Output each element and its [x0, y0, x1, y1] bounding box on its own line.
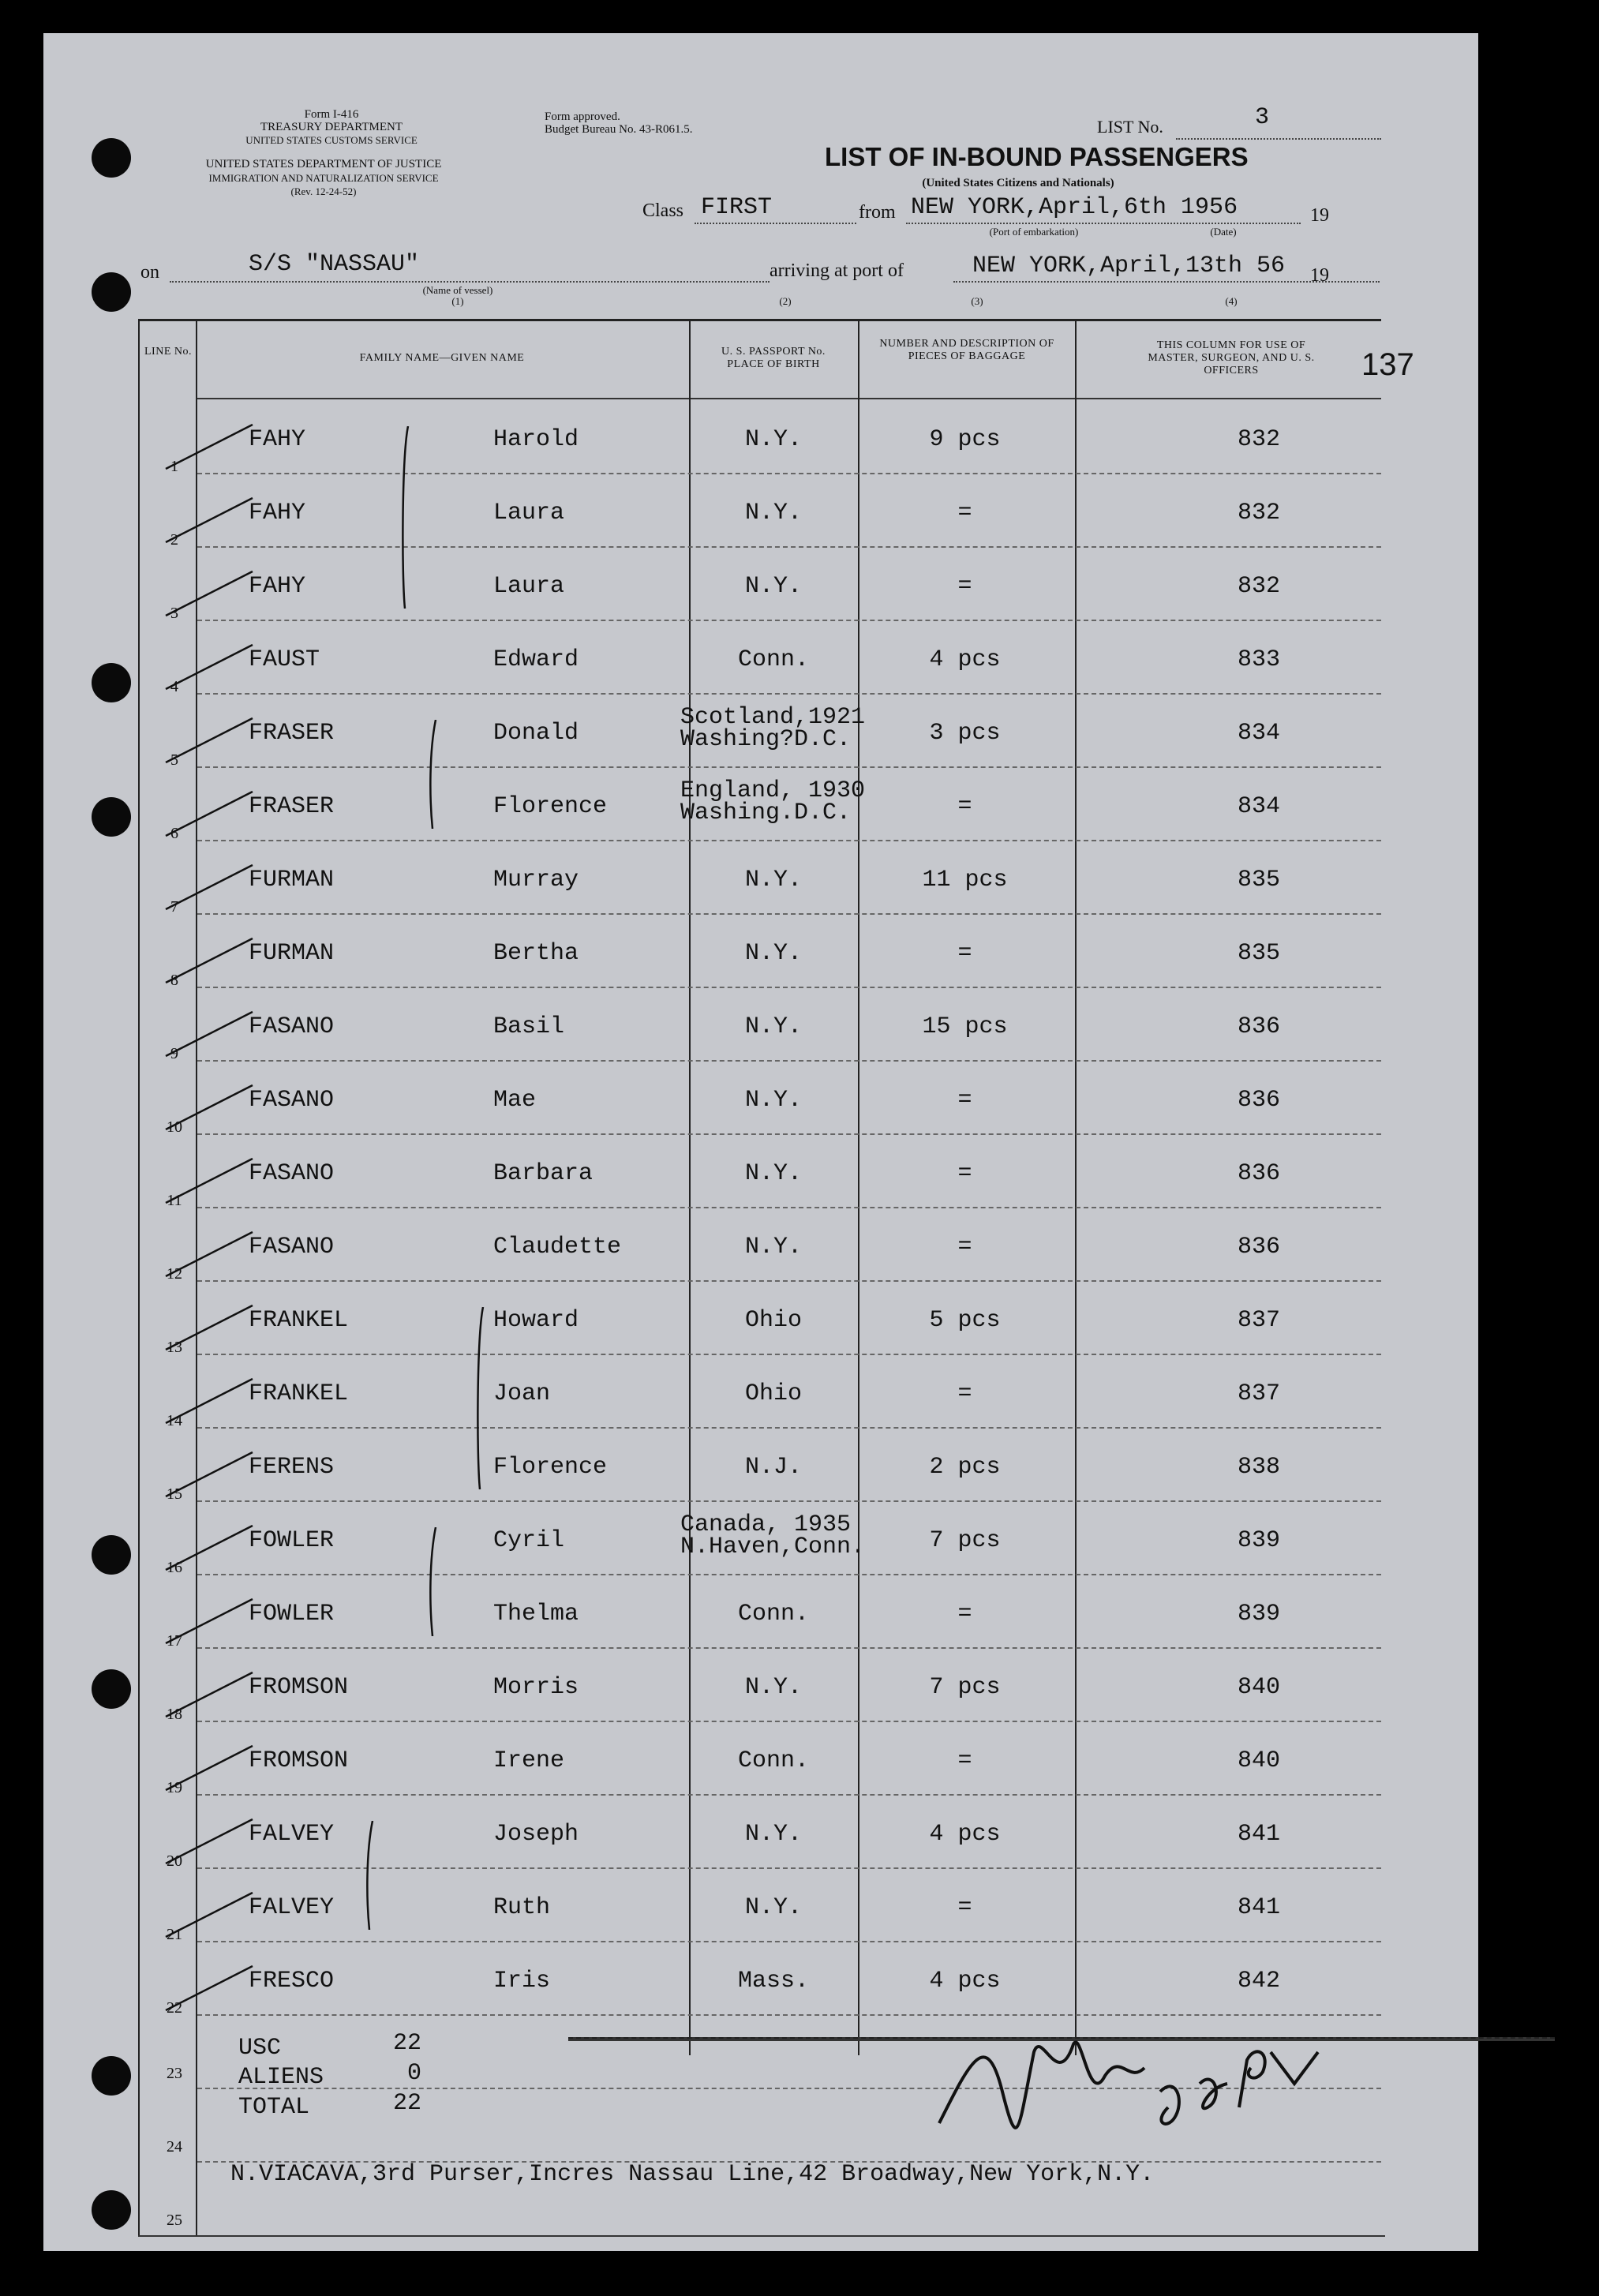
- check-mark: [158, 1081, 260, 1136]
- officer-number: 836: [1237, 1087, 1280, 1114]
- check-mark: [158, 1741, 260, 1796]
- family-name: FALVEY: [249, 1894, 335, 1921]
- given-name: Thelma: [493, 1601, 579, 1627]
- check-mark: [158, 934, 260, 989]
- row-divider: [197, 1574, 1381, 1575]
- given-name: Iris: [493, 1968, 551, 1994]
- family-bracket: [426, 1527, 442, 1636]
- baggage: 15 pcs: [922, 1013, 1008, 1040]
- arriving-value: NEW YORK,April,13th 56: [972, 253, 1286, 279]
- justice-dept: UNITED STATES DEPARTMENT OF JUSTICE: [205, 158, 442, 170]
- birth-place: N.Y.: [744, 867, 802, 893]
- family-name: FAHY: [249, 426, 306, 453]
- arriving-label: arriving at port of: [770, 260, 904, 281]
- row-divider: [197, 693, 1381, 695]
- vessel-caption: (Name of vessel): [422, 284, 493, 296]
- footer-purser: N.VIACAVA,3rd Purser,Incres Nassau Line,42 Broadway,New York,N.Y.: [230, 2161, 1155, 2188]
- given-name: Murray: [493, 867, 579, 893]
- row-divider: [197, 1060, 1381, 1062]
- family-bracket: [426, 720, 442, 829]
- given-name: Bertha: [493, 940, 579, 967]
- line-number: 19: [167, 1779, 182, 1796]
- table-top-rule: [138, 319, 1381, 321]
- binder-hole: [92, 1669, 131, 1709]
- baggage: 7 pcs: [929, 1527, 1001, 1554]
- birth-place: N.Y.: [744, 1013, 802, 1040]
- total-count: 22: [393, 2090, 422, 2117]
- given-name: Mae: [493, 1087, 537, 1114]
- birth-place: Conn.: [737, 646, 809, 673]
- form-number: Form I-416: [304, 108, 359, 121]
- check-mark: [158, 1374, 260, 1429]
- family-name: FASANO: [249, 1013, 335, 1040]
- baggage: 3 pcs: [929, 720, 1001, 747]
- line-number: 18: [167, 1706, 182, 1723]
- check-mark: [158, 1594, 260, 1650]
- row-divider: [197, 913, 1381, 915]
- birth-place: N.Y.: [744, 1160, 802, 1187]
- class-value: FIRST: [701, 194, 773, 221]
- line-number: 1: [170, 458, 178, 475]
- check-mark: [158, 1448, 260, 1503]
- check-mark: [158, 1301, 260, 1356]
- given-name: Donald: [493, 720, 579, 747]
- row-divider: [197, 840, 1381, 841]
- binder-hole: [92, 797, 131, 837]
- baggage: =: [957, 1894, 972, 1921]
- usc-count: 22: [393, 2030, 422, 2057]
- binder-hole: [92, 2056, 131, 2096]
- treasury-dept: TREASURY DEPARTMENT: [260, 121, 403, 133]
- given-name: Irene: [493, 1747, 565, 1774]
- check-mark: [158, 420, 260, 475]
- line-number: 24: [167, 2138, 182, 2156]
- given-name: Laura: [493, 500, 565, 526]
- row-divider: [197, 1354, 1381, 1355]
- line-number: 14: [167, 1412, 182, 1429]
- date-caption: (Date): [1210, 226, 1237, 238]
- given-name: Florence: [493, 1454, 608, 1481]
- officer-number: 835: [1237, 867, 1280, 893]
- given-name: Cyril: [493, 1527, 565, 1554]
- birth-place-line-1: Canada, 1935: [680, 1511, 852, 1538]
- given-name: Joseph: [493, 1821, 579, 1848]
- officer-number: 832: [1237, 426, 1280, 453]
- family-name: FAHY: [249, 573, 306, 600]
- from-value: NEW YORK,April,6th 1956: [911, 194, 1238, 221]
- page-number: 137: [1361, 347, 1414, 382]
- birth-place-line-1: England, 1930: [680, 777, 866, 804]
- year-suffix-2: 19: [1310, 265, 1329, 286]
- given-name: Florence: [493, 793, 608, 820]
- port-embark-caption: (Port of embarkation): [989, 226, 1079, 238]
- list-no-label: LIST No.: [1097, 117, 1163, 137]
- family-name: FASANO: [249, 1087, 335, 1114]
- birth-place-line-2: Washing.D.C.: [680, 800, 852, 826]
- line-number: 25: [167, 2212, 182, 2229]
- baggage: =: [957, 1087, 972, 1114]
- customs-service: UNITED STATES CUSTOMS SERVICE: [245, 134, 418, 146]
- row-divider: [197, 1647, 1381, 1649]
- col-name: FAMILY NAME—GIVEN NAME: [359, 352, 525, 364]
- officer-number: 837: [1237, 1380, 1280, 1407]
- birth-place: Conn.: [737, 1747, 809, 1774]
- birth-place: Mass.: [737, 1968, 809, 1994]
- given-name: Joan: [493, 1380, 551, 1407]
- family-name: FRESCO: [249, 1968, 335, 1994]
- check-mark: [158, 493, 260, 549]
- row-divider: [197, 1500, 1381, 1502]
- baggage: 4 pcs: [929, 1821, 1001, 1848]
- family-name: FRASER: [249, 793, 335, 820]
- col-passport: U. S. PASSPORT No. PLACE OF BIRTH: [721, 346, 826, 370]
- family-name: FURMAN: [249, 867, 335, 893]
- baggage: 7 pcs: [929, 1674, 1001, 1701]
- line-number: 17: [167, 1632, 182, 1650]
- baggage: =: [957, 1160, 972, 1187]
- row-divider: [197, 1207, 1381, 1208]
- officer-number: 834: [1237, 720, 1280, 747]
- line-number: 15: [167, 1485, 182, 1503]
- given-name: Barbara: [493, 1160, 594, 1187]
- line-number: 22: [167, 1999, 182, 2017]
- baggage: =: [957, 940, 972, 967]
- line-number: 8: [170, 972, 178, 989]
- row-divider: [197, 1280, 1381, 1282]
- row-divider: [197, 546, 1381, 548]
- binder-hole: [92, 138, 131, 178]
- col-num-2: (2): [779, 295, 792, 307]
- col-officers: THIS COLUMN FOR USE OF MASTER, SURGEON, AND U. S. OFFICERS: [1148, 339, 1315, 376]
- check-mark: [158, 860, 260, 916]
- vessel-name: S/S "NASSAU": [249, 251, 420, 278]
- row-divider: [197, 1941, 1381, 1942]
- given-name: Basil: [493, 1013, 565, 1040]
- officer-number: 837: [1237, 1307, 1280, 1334]
- form-approved: Form approved.: [545, 110, 620, 123]
- row-divider: [197, 1427, 1381, 1429]
- family-name: FROMSON: [249, 1674, 349, 1701]
- officer-number: 840: [1237, 1747, 1280, 1774]
- col-baggage: NUMBER AND DESCRIPTION OF PIECES OF BAGGAGE: [879, 338, 1054, 362]
- officer-number: 833: [1237, 646, 1280, 673]
- birth-place: N.Y.: [744, 1234, 802, 1260]
- baggage: =: [957, 1234, 972, 1260]
- binder-hole: [92, 663, 131, 702]
- birth-place: N.Y.: [744, 500, 802, 526]
- family-name: FOWLER: [249, 1527, 335, 1554]
- family-bracket: [474, 1307, 489, 1489]
- line-number: 4: [170, 678, 178, 695]
- birth-place: N.J.: [744, 1454, 802, 1481]
- baggage: =: [957, 500, 972, 526]
- usc-label: USC: [238, 2035, 282, 2062]
- check-mark: [158, 1815, 260, 1870]
- given-name: Laura: [493, 573, 565, 600]
- family-name: FRANKEL: [249, 1307, 349, 1334]
- baggage: 11 pcs: [922, 867, 1008, 893]
- given-name: Claudette: [493, 1234, 622, 1260]
- check-mark: [158, 1154, 260, 1209]
- officer-number: 836: [1237, 1013, 1280, 1040]
- line-number: 2: [170, 531, 178, 549]
- birth-place: Conn.: [737, 1601, 809, 1627]
- baggage: =: [957, 1601, 972, 1627]
- officer-number: 832: [1237, 573, 1280, 600]
- birth-place: Ohio: [744, 1307, 802, 1334]
- ins-service: IMMIGRATION AND NATURALIZATION SERVICE: [208, 172, 439, 184]
- line-number: 3: [170, 605, 178, 622]
- birth-place: N.Y.: [744, 573, 802, 600]
- row-divider: [197, 1794, 1381, 1796]
- line-number: 11: [167, 1192, 182, 1209]
- baggage: 2 pcs: [929, 1454, 1001, 1481]
- given-name: Ruth: [493, 1894, 551, 1921]
- birth-place: N.Y.: [744, 940, 802, 967]
- line-number: 16: [167, 1559, 182, 1576]
- line-number: 9: [170, 1045, 178, 1062]
- check-mark: [158, 1521, 260, 1576]
- birth-place: N.Y.: [744, 1674, 802, 1701]
- given-name: Morris: [493, 1674, 579, 1701]
- baggage: 4 pcs: [929, 646, 1001, 673]
- check-mark: [158, 567, 260, 622]
- baggage: 5 pcs: [929, 1307, 1001, 1334]
- baggage: =: [957, 793, 972, 820]
- class-label: Class: [642, 200, 684, 221]
- row-divider: [197, 620, 1381, 621]
- baggage: 9 pcs: [929, 426, 1001, 453]
- form-subtitle: (United States Citizens and Nationals): [922, 177, 1114, 189]
- officer-number: 835: [1237, 940, 1280, 967]
- binder-hole: [92, 2190, 131, 2230]
- binder-hole: [92, 272, 131, 312]
- birth-place: Ohio: [744, 1380, 802, 1407]
- table-bottom-rule: [138, 2235, 1385, 2237]
- table-left-border: [138, 319, 140, 2237]
- col-num-3: (3): [971, 295, 983, 307]
- line-number: 6: [170, 825, 178, 842]
- officer-number: 841: [1237, 1894, 1280, 1921]
- col-num-1: (1): [451, 295, 464, 307]
- family-name: FAUST: [249, 646, 320, 673]
- given-name: Edward: [493, 646, 579, 673]
- officer-number: 838: [1237, 1454, 1280, 1481]
- line-number: 7: [170, 898, 178, 916]
- family-name: FAHY: [249, 500, 306, 526]
- officer-number: 839: [1237, 1527, 1280, 1554]
- birth-place: N.Y.: [744, 1894, 802, 1921]
- officer-number: 840: [1237, 1674, 1280, 1701]
- list-number: 3: [1255, 104, 1270, 131]
- row-divider: [197, 473, 1381, 474]
- year-suffix: 19: [1310, 205, 1329, 226]
- total-label: TOTAL: [238, 2094, 310, 2121]
- handwritten-signature: [923, 1997, 1365, 2139]
- baggage: =: [957, 1380, 972, 1407]
- line-number: 13: [167, 1339, 182, 1356]
- baggage: 4 pcs: [929, 1968, 1001, 1994]
- officer-number: 834: [1237, 793, 1280, 820]
- line-number: 10: [167, 1118, 182, 1136]
- family-name: FROMSON: [249, 1747, 349, 1774]
- line-number: 21: [167, 1926, 182, 1943]
- row-divider: [197, 1721, 1381, 1722]
- birth-place: N.Y.: [744, 426, 802, 453]
- binder-hole: [92, 1535, 131, 1575]
- family-bracket: [363, 1821, 379, 1930]
- check-mark: [158, 1961, 260, 2017]
- check-mark: [158, 640, 260, 695]
- family-name: FASANO: [249, 1234, 335, 1260]
- row-divider: [197, 987, 1381, 988]
- family-name: FASANO: [249, 1160, 335, 1187]
- check-mark: [158, 1668, 260, 1723]
- line-number: 5: [170, 751, 178, 769]
- revision-date: (Rev. 12-24-52): [290, 185, 357, 197]
- officer-number: 842: [1237, 1968, 1280, 1994]
- row-divider: [197, 1133, 1381, 1135]
- aliens-label: ALIENS: [238, 2064, 324, 2091]
- family-bracket: [399, 426, 414, 609]
- family-name: FURMAN: [249, 940, 335, 967]
- officer-number: 832: [1237, 500, 1280, 526]
- check-mark: [158, 787, 260, 842]
- check-mark: [158, 1227, 260, 1283]
- line-number: 12: [167, 1265, 182, 1283]
- on-label: on: [140, 262, 159, 283]
- officer-number: 836: [1237, 1234, 1280, 1260]
- family-name: FRANKEL: [249, 1380, 349, 1407]
- budget-bureau: Budget Bureau No. 43-R061.5.: [545, 123, 693, 136]
- aliens-count: 0: [407, 2060, 422, 2087]
- line-number: 23: [167, 2065, 182, 2082]
- officer-number: 836: [1237, 1160, 1280, 1187]
- given-name: Harold: [493, 426, 579, 453]
- family-name: FRASER: [249, 720, 335, 747]
- family-name: FOWLER: [249, 1601, 335, 1627]
- birth-place-line-2: N.Haven,Conn.: [680, 1534, 866, 1560]
- form-title: LIST OF IN-BOUND PASSENGERS: [825, 142, 1249, 171]
- baggage: =: [957, 1747, 972, 1774]
- birth-place-line-1: Scotland,1921: [680, 704, 866, 731]
- officer-number: 839: [1237, 1601, 1280, 1627]
- baggage: =: [957, 573, 972, 600]
- birth-place-line-2: Washing?D.C.: [680, 726, 852, 753]
- officer-number: 841: [1237, 1821, 1280, 1848]
- header-bottom-rule: [197, 398, 1381, 399]
- family-name: FALVEY: [249, 1821, 335, 1848]
- given-name: Howard: [493, 1307, 579, 1334]
- check-mark: [158, 1007, 260, 1062]
- from-label: from: [859, 202, 896, 223]
- col-num-4: (4): [1225, 295, 1238, 307]
- check-mark: [158, 714, 260, 769]
- row-divider: [197, 766, 1381, 768]
- line-number: 20: [167, 1852, 182, 1870]
- col-line-no: LINE No.: [144, 346, 192, 358]
- check-mark: [158, 1888, 260, 1943]
- family-name: FERENS: [249, 1454, 335, 1481]
- birth-place: N.Y.: [744, 1087, 802, 1114]
- birth-place: N.Y.: [744, 1821, 802, 1848]
